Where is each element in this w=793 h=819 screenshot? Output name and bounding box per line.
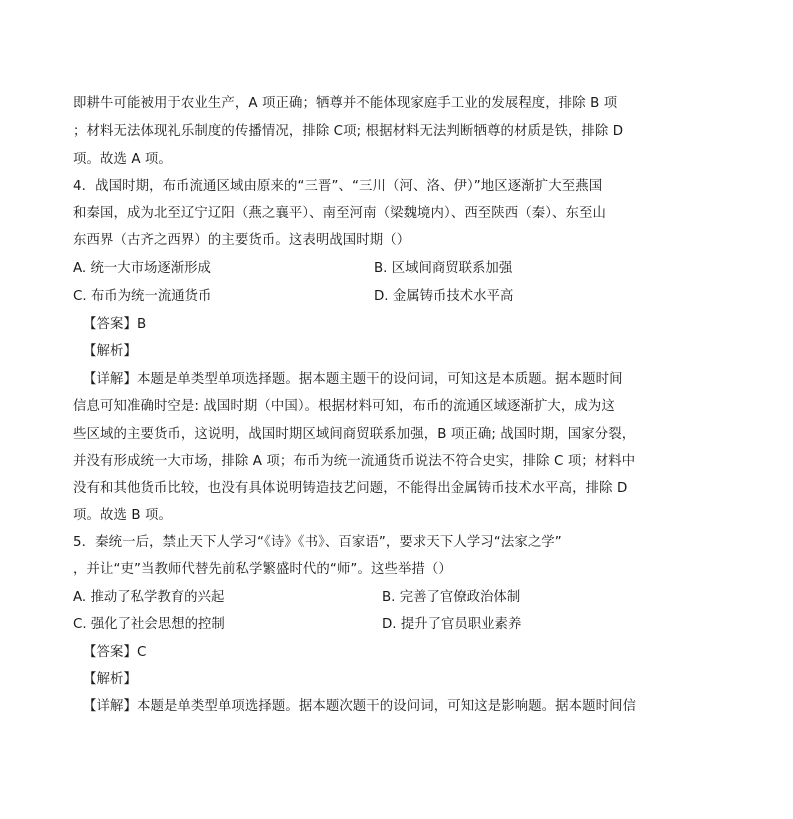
q4-stem-line-3: 东西界（古齐之西界）的主要货币。这表明战国时期（） [73,233,411,248]
q4-detail-line-2: 信息可知准确时空是: 战国时期（中国）。根据材料可知，布币的流通区域逐渐扩大，成为这 [73,399,615,414]
q3-explanation-line-1: 即耕牛可能被用于农业生产，A 项正确；牺尊并不能体现家庭手工业的发展程度，排除 B 项 [73,96,618,111]
q5-option-b: B. 完善了官僚政治体制 [382,590,521,605]
q5-answer: 【答案】C [83,645,147,660]
q4-stem-line-1: 4．战国时期，布币流通区域由原来的“三晋”、“三川（河、洛、伊）”地区逐渐扩大至燕国 [73,179,603,194]
q3-explanation-line-2: ；材料无法体现礼乐制度的传播情况，排除 C项; 根据材料无法判断牺尊的材质是铁，排除 D [73,124,624,139]
q4-detail-line-4: 并没有形成统一大市场，排除 A 项；布币为统一流通货币说法不符合史实，排除 C 项；材料中 [73,454,636,469]
q4-detail-line-6: 项。故选 B 项。 [73,508,172,523]
q4-detail-line-1: 【详解】本题是单类型单项选择题。据本题主题干的设问词，可知这是本质题。据本题时间 [83,372,623,387]
q5-detail-line-1: 【详解】本题是单类型单项选择题。据本题次题干的设问词，可知这是影响题。据本题时间信 [83,699,637,714]
q5-analysis-heading: 【解析】 [83,672,137,687]
q4-detail-line-5: 没有和其他货币比较，也没有具体说明铸造技艺问题，不能得出金属铸币技术水平高，排除 D [73,481,628,496]
q4-answer: 【答案】B [83,317,147,332]
q3-explanation-line-3: 项。故选 A 项。 [73,152,172,167]
q4-detail-line-3: 些区域的主要货币，这说明，战国时期区域间商贸联系加强，B 项正确; 战国时期，国家分裂， [73,427,636,442]
q4-analysis-heading: 【解析】 [83,344,137,359]
q4-option-a: A. 统一大市场逐渐形成 [73,261,211,276]
q4-option-b: B. 区域间商贸联系加强 [374,261,513,276]
q5-option-c: C. 强化了社会思想的控制 [73,617,225,632]
q5-option-a: A. 推动了私学教育的兴起 [73,590,225,605]
q4-stem-line-2: 和秦国，成为北至辽宁辽阳（燕之襄平）、南至河南（梁魏境内）、西至陕西（秦）、东至山 [73,206,607,221]
q4-option-d: D. 金属铸币技术水平高 [374,289,514,304]
q5-option-d: D. 提升了官员职业素养 [382,617,522,632]
q5-stem-line-2: ，并让“吏”当教师代替先前私学繁盛时代的“师”。这些举措（） [73,562,452,577]
q5-stem-line-1: 5．秦统一后，禁止天下人学习“《诗》《书》、百家语”，要求天下人学习“法家之学” [73,535,562,550]
q4-option-c: C. 布币为统一流通货币 [73,289,212,304]
